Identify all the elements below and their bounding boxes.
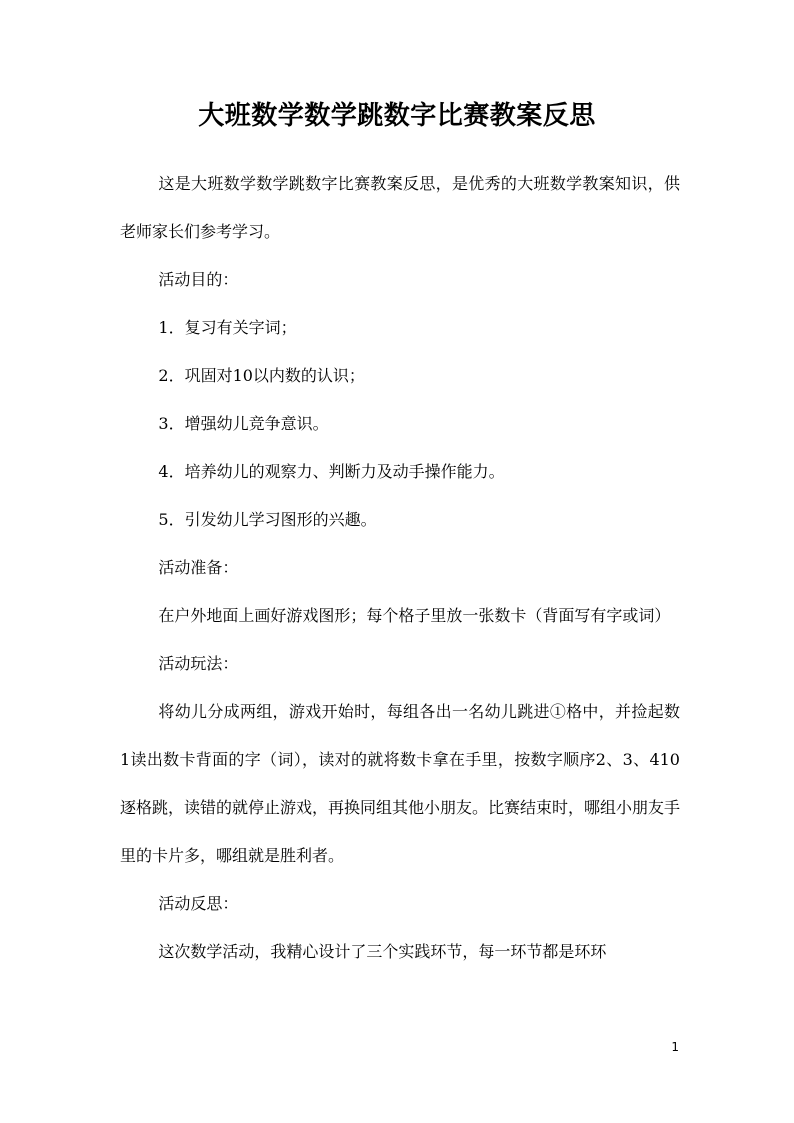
section-heading-reflection: 活动反思： bbox=[158, 894, 239, 913]
goal-item-4: 4．培养幼儿的观察力、判断力及动手操作能力。 bbox=[158, 462, 505, 481]
page-number: 1 bbox=[671, 1040, 679, 1054]
document-title: 大班数学数学跳数字比赛教案反思 bbox=[198, 101, 596, 131]
goal-item-1: 1．复习有关字词； bbox=[158, 318, 297, 337]
goal-item-2: 2．巩固对10以内数的认识； bbox=[158, 366, 365, 385]
section-heading-gameplay: 活动玩法： bbox=[158, 654, 239, 673]
document-body bbox=[120, 160, 680, 976]
gameplay-paragraph: 将幼儿分成两组，游戏开始时，每组各出一名幼儿跳进①格中，并捡起数1读出数卡背面的字（词），读对的就将数卡拿在手里，按数字顺序2、3、410逐格跳，读错的就停止游戏，再换同组其他小朋友。比赛结束时，哪组小朋友手里的卡片多，哪组就是胜利者。 bbox=[120, 702, 681, 865]
goal-item-5: 5．引发幼儿学习图形的兴趣。 bbox=[158, 510, 377, 529]
goal-item-3: 3．增强幼儿竞争意识。 bbox=[158, 414, 329, 433]
intro-paragraph: 这是大班数学数学跳数字比赛教案反思，是优秀的大班数学教案知识，供老师家长们参考学习。 bbox=[120, 174, 680, 241]
section-heading-goals: 活动目的： bbox=[158, 270, 239, 289]
section-heading-preparation: 活动准备： bbox=[158, 558, 239, 577]
preparation-paragraph: 在户外地面上画好游戏图形；每个格子里放一张数卡（背面写有字或词） bbox=[158, 606, 671, 625]
reflection-paragraph: 这次数学活动，我精心设计了三个实践环节，每一环节都是环环 bbox=[158, 942, 607, 961]
